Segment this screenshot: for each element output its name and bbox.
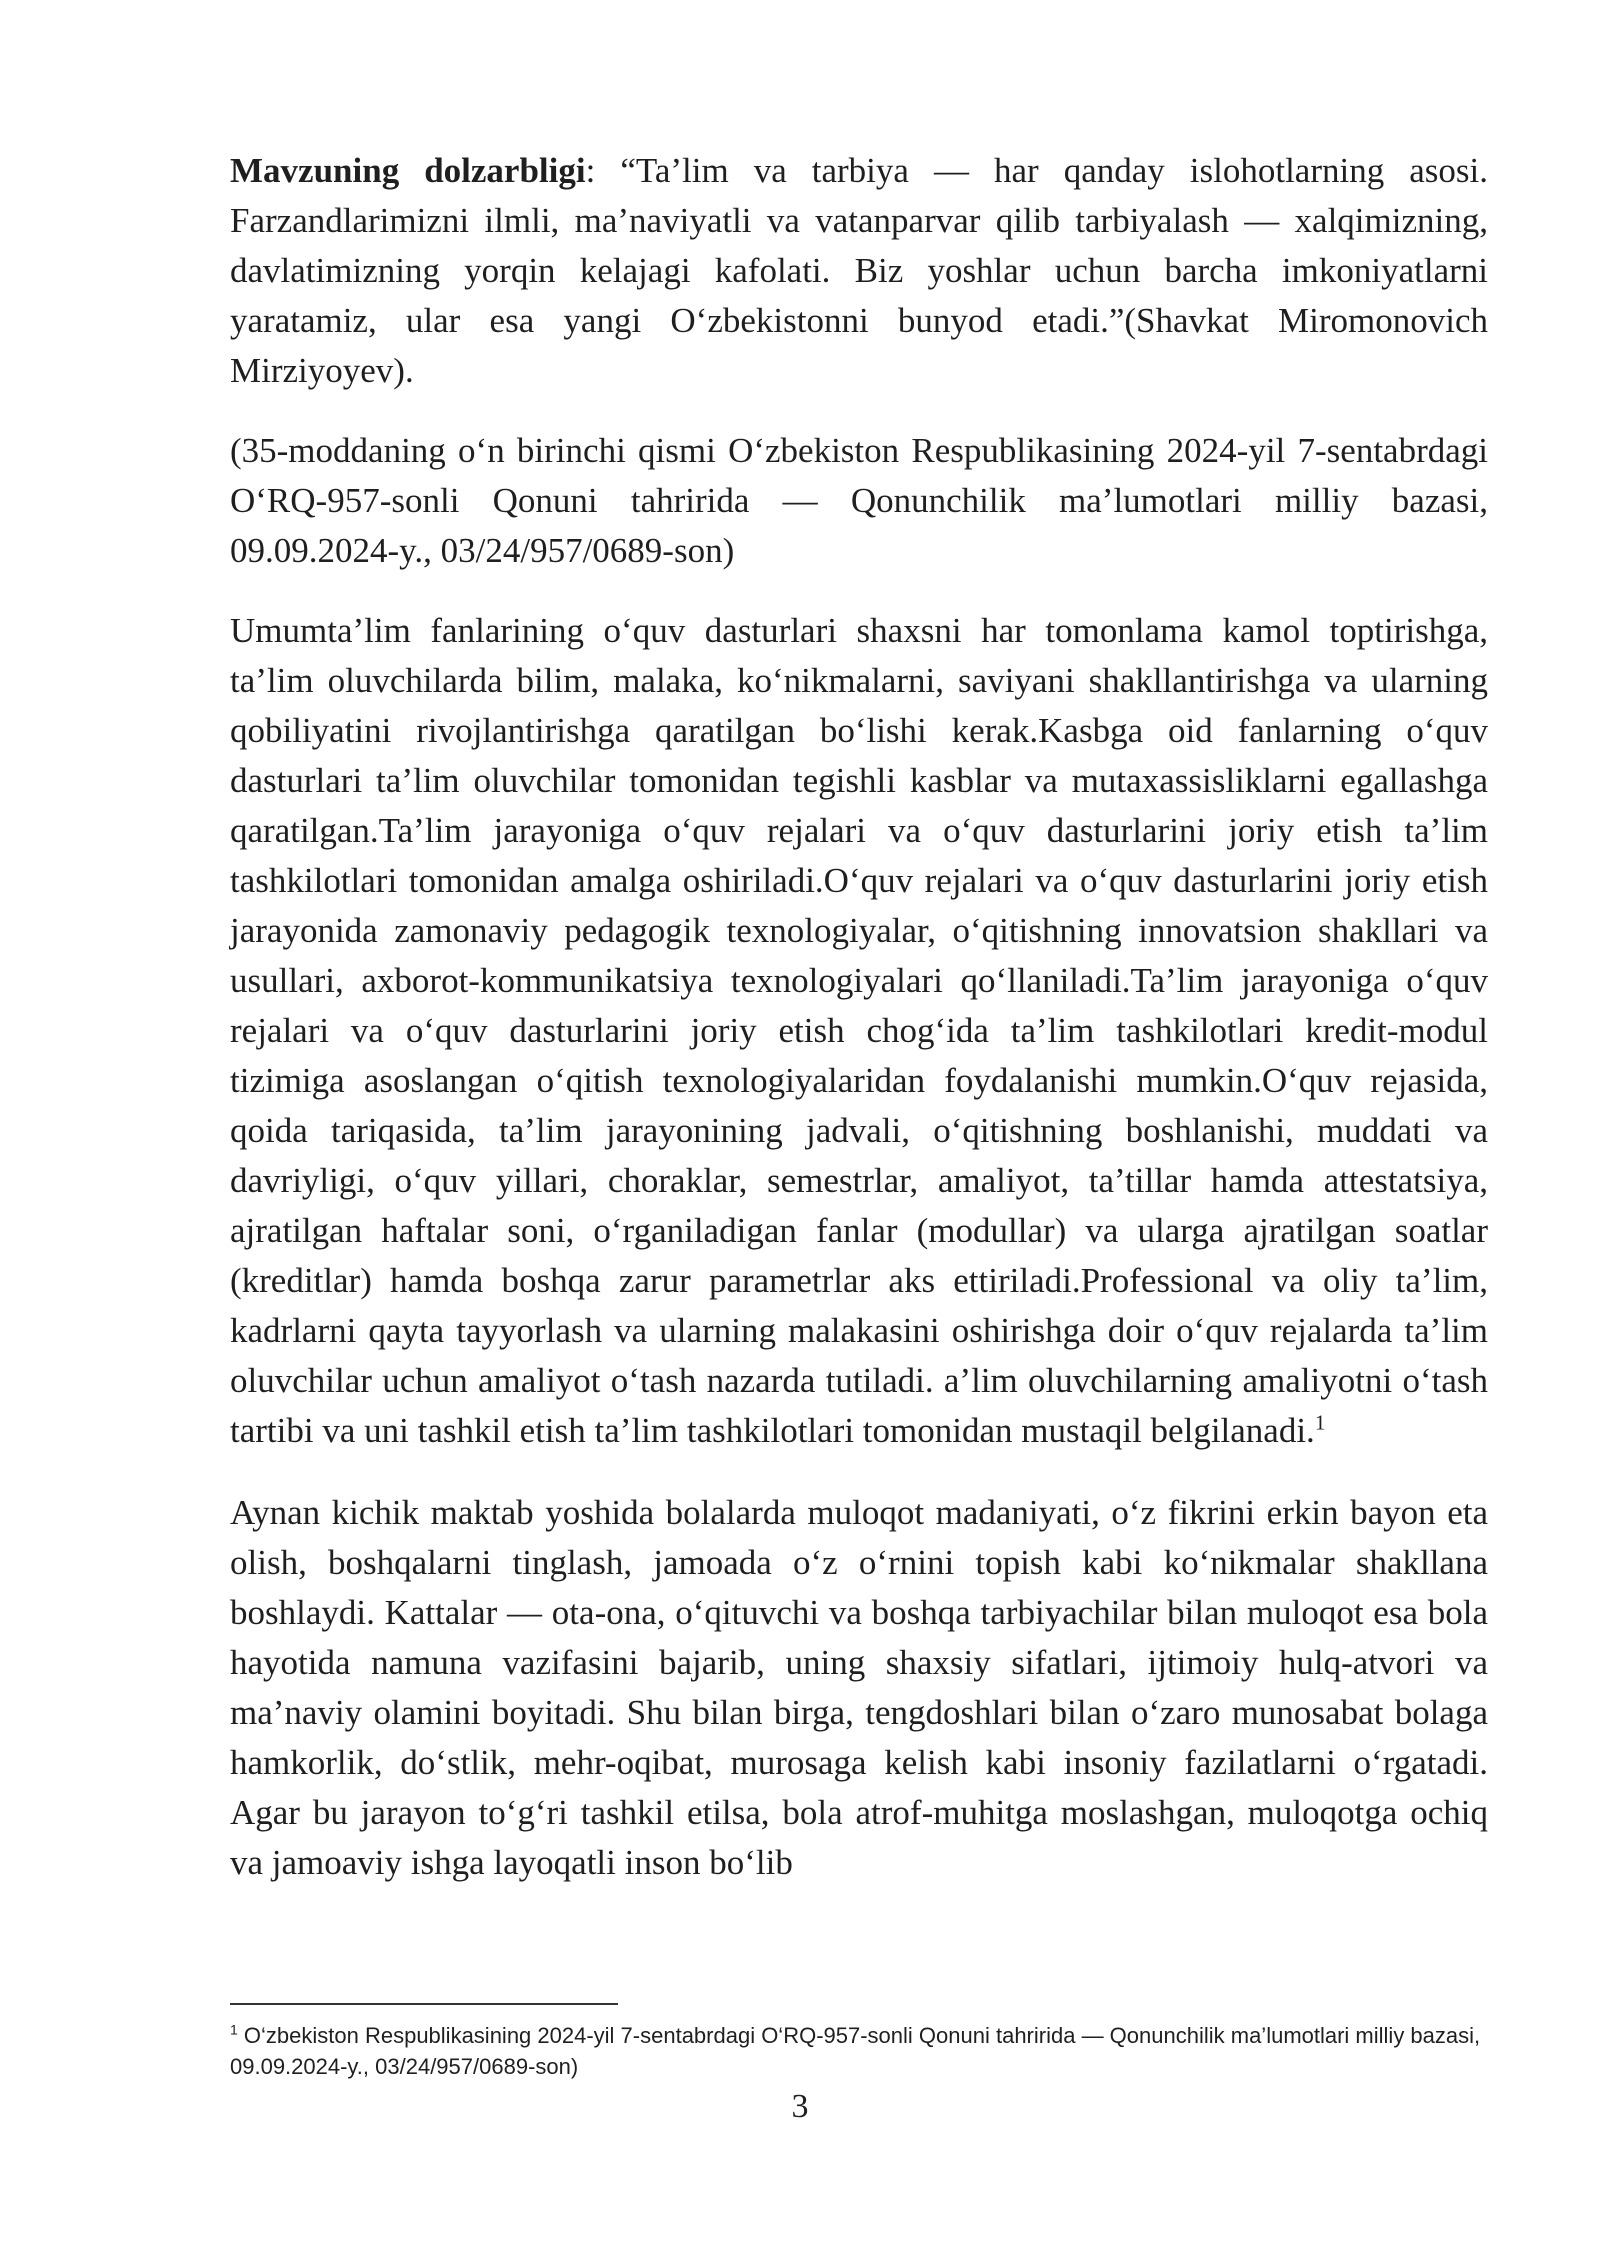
law-reference-paragraph: (35-moddaning o‘n birinchi qismi O‘zbekiston Respublikasining 2024-yil 7-sentabrdagi O‘RQ-957-sonli Qonuni tahririda — Qonunchilik ma’lumotlari milliy bazasi, 09.09.2024-y., 03/24/957/0689-son) [230, 431, 1488, 570]
curriculum-text: Umumta’lim fanlarining o‘quv dasturlari shaxsni har tomonlama kamol toptirishga, ta’lim oluvchilarda bilim, malaka, ko‘nikmalarni, saviyani shakllantirishga va ularning qobiliyatini rivojlantirishga qaratilgan bo‘lishi kerak.Kasbga oid fanlarning o‘quv dasturlari ta’lim oluvchilar tomonidan tegishli kasblar va mutaxassisliklarni egallashga qaratilgan.Ta’lim jarayoniga o‘quv rejalari va o‘quv dasturlarini joriy etish ta’lim tashkilotlari tomonidan amalga oshiriladi.O‘quv rejalari va o‘quv dasturlarini joriy etish jarayonida zamonaviy pedagogik texnologiyalar, o‘qitishning innovatsion shakllari va usullari, axborot-kommunikatsiya texnologiyalari qo‘llaniladi.Ta’lim jarayoniga o‘quv rejalari va o‘quv dasturlarini joriy etish chog‘ida ta’lim tashkilotlari kredit-modul tizimiga asoslangan o‘qitish texnologiyalaridan foydalanishi mumkin.O‘quv rejasida, qoida tariqasida, ta’lim jarayonining jadvali, o‘qitishning boshlanishi, muddati va davriyligi, o‘quv yillari, choraklar, semestrlar, amaliyot, ta’tillar hamda attestatsiya, ajratilgan haftalar soni, o‘rganiladigan fanlar (modullar) va ularga ajratilgan soatlar (kreditlar) hamda boshqa zarur parametrlar aks ettiriladi.Professional va oliy ta’lim, kadrlarni qayta tayyorlash va ularning malakasini oshirishga doir o‘quv rejalarda ta’lim oluvchilar uchun amaliyot o‘tash nazarda tutiladi. a’lim oluvchilarning amaliyotni o‘tash tartibi va uni tashkil etish ta’lim tashkilotlari tomonidan mustaqil belgilanadi. [230, 611, 1488, 1450]
footnote-reference[interactable]: 1 [1314, 1410, 1326, 1435]
footnote [230, 2020, 1488, 2082]
page-number: 3 [791, 2088, 809, 2125]
relevance-heading: Mavzuning dolzarbligi [230, 151, 586, 190]
communication-paragraph: Aynan kichik maktab yoshida bolalarda muloqot madaniyati, o‘z fikrini erkin bayon eta olish, boshqalarni tinglash, jamoada o‘z o‘rnini topish kabi ko‘nikmalar shakllana boshlaydi. Kattalar — ota-ona, o‘qituvchi va boshqa tarbiyachilar bilan muloqot esa bola hayotida namuna vazifasini bajarib, uning shaxsiy sifatlari, ijtimoiy hulq-atvori va ma’naviy olamini boyitadi. Shu bilan birga, tengdoshlari bilan o‘zaro munosabat bolaga hamkorlik, do‘stlik, mehr-oqibat, murosaga kelish kabi insoniy fazilatlarni o‘rgatadi. Agar bu jarayon to‘g‘ri tashkil etilsa, bola atrof-muhitga moslashgan, muloqotga ochiq va jamoaviy ishga layoqatli inson bo‘lib [230, 1493, 1488, 1882]
document-page [230, 146, 1488, 1888]
footnote-text: O‘zbekiston Respublikasining 2024-yil 7-sentabrdagi O‘RQ-957-sonli Qonuni tahririda — Qonunchilik ma’lumotlari milliy bazasi, 09.09.2024-y., 03/24/957/0689-son) [230, 2023, 1481, 2079]
curriculum-paragraph [230, 606, 1488, 1456]
footnote-mark: 1 [230, 2021, 238, 2038]
relevance-paragraph [230, 146, 1488, 396]
relevance-quote: : “Ta’lim va tarbiya — har qanday islohotlarning asosi. Farzandlarimizni ilmli, ma’naviyatli va vatanparvar qilib tarbiyalash — xalqimizning, davlatimizning yorqin kelajagi kafolati. Biz yoshlar uchun barcha imkoniyatlarni yaratamiz, ular esa yangi O‘zbekistonni bunyod etadi.”(Shavkat Miromonovich Mirziyoyev). [230, 151, 1488, 390]
footnote-separator [230, 2003, 618, 2005]
